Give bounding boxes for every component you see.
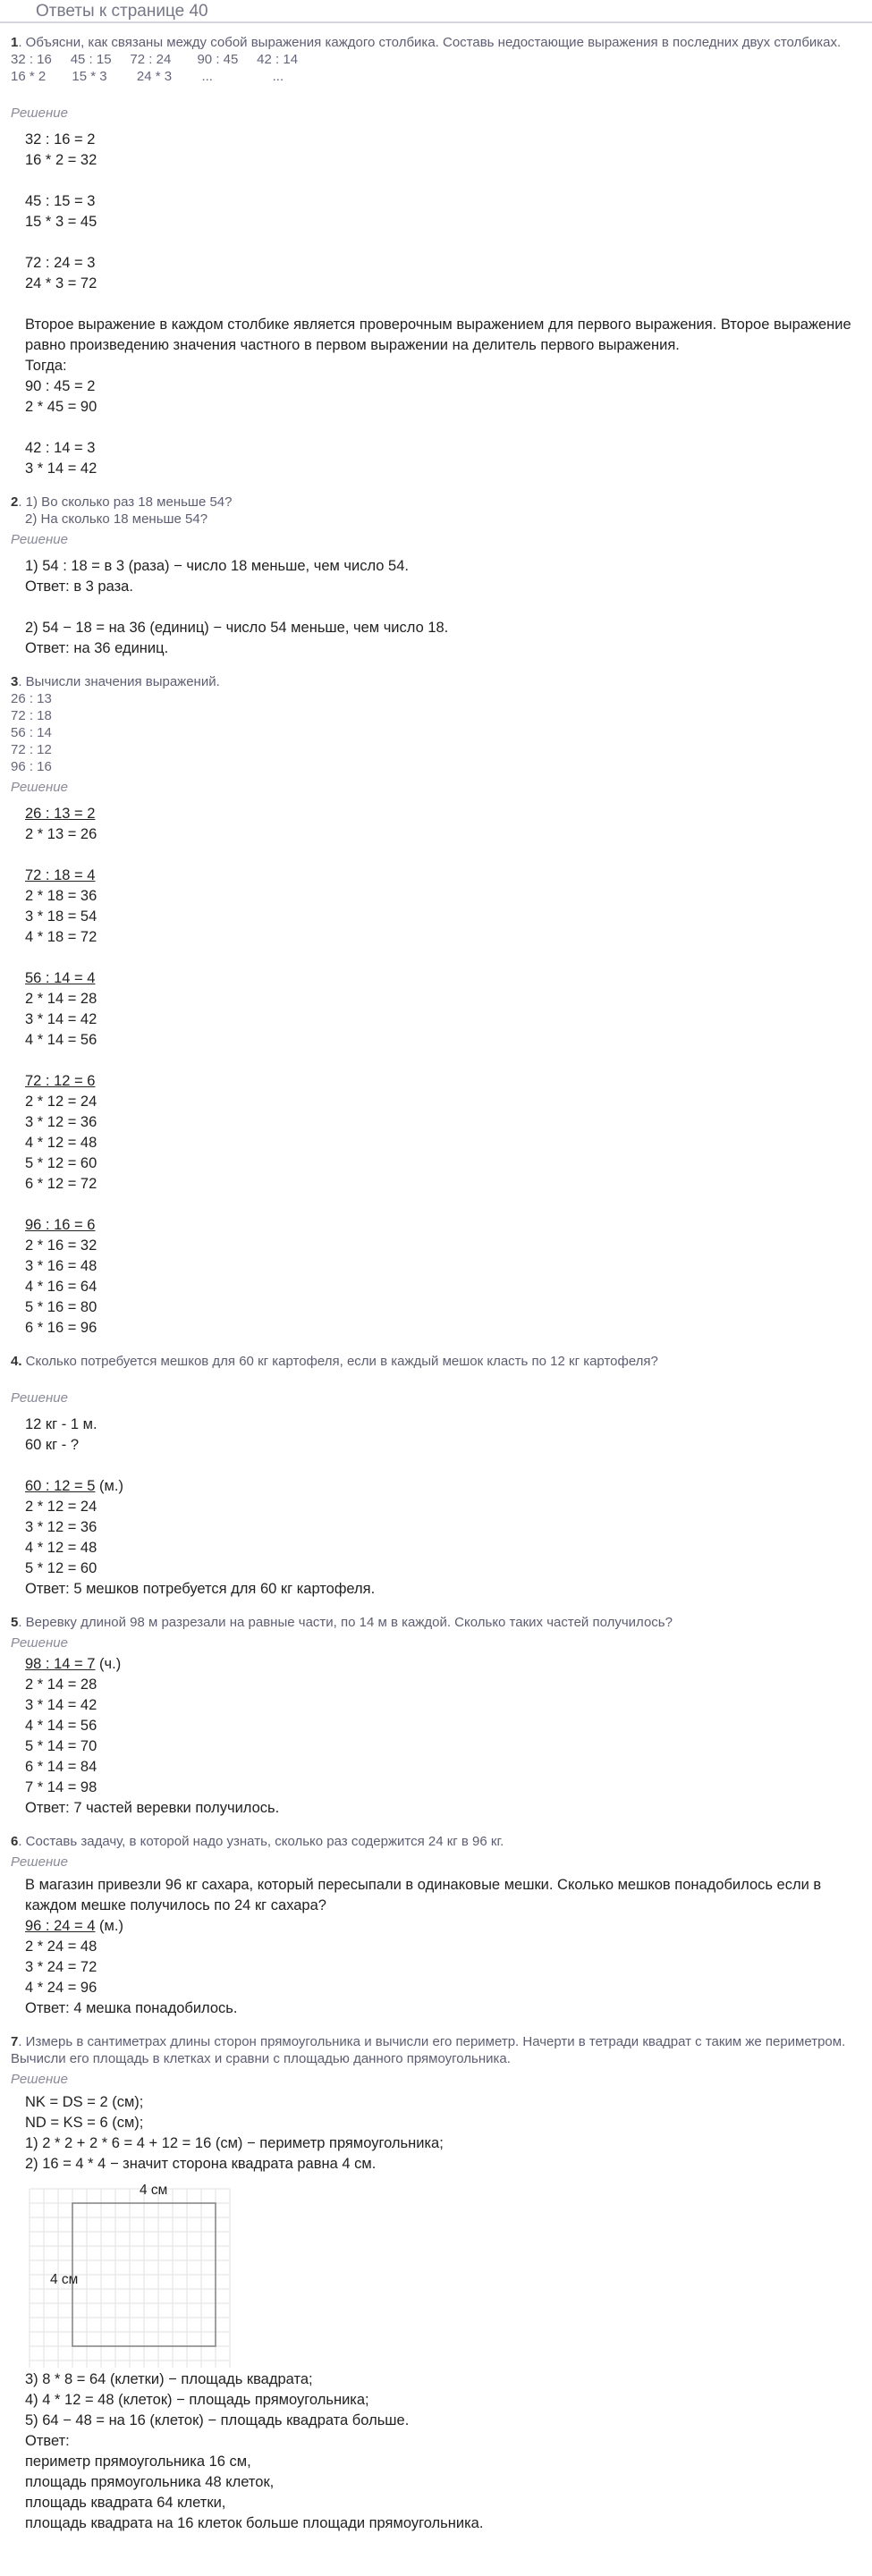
page-title: Ответы к странице 40 (36, 2, 208, 21)
solution-line: 2 * 14 = 28 (25, 1677, 97, 1693)
solution-line: Ответ: в 3 раза. (25, 579, 133, 595)
task-5-text: 5. Веревку длиной 98 м разрезали на равные части, по 14 м в каждой. Сколько таких частей получилось? (11, 1615, 673, 1630)
solution-label: Решение (11, 1854, 68, 1870)
solution-line: 24 * 3 = 72 (25, 275, 97, 291)
solution-line: 3 * 14 = 42 (25, 1011, 97, 1027)
given-expression: 96 : 16 (11, 759, 52, 774)
page-header (0, 0, 872, 23)
task-4-text: 4. Сколько потребуется мешков для 60 кг картофеля, если в каждый мешок класть по 12 кг картофеля? (11, 1354, 658, 1369)
solution-line: 1) 2 * 2 + 2 * 6 = 4 + 12 = 16 (см) − периметр прямоугольника; (25, 2135, 444, 2151)
solution-line: 45 : 15 = 3 (25, 193, 96, 209)
solution-line: 4 * 18 = 72 (25, 929, 97, 945)
solution-line: 1) 54 : 18 = в 3 (раза) − число 18 меньше, чем число 54. (25, 558, 409, 574)
solution-line: 15 * 3 = 45 (25, 214, 97, 230)
solution-line: 16 * 2 = 32 (25, 152, 97, 168)
solution-line: 5) 64 − 48 = на 16 (клеток) − площадь квадрата больше. (25, 2412, 410, 2428)
solution-line: 4) 4 * 12 = 48 (клеток) − площадь прямоугольника; (25, 2392, 369, 2408)
composed-problem: В магазин привезли 96 кг сахара, который пересыпали в одинаковые мешки. Сколько мешков понадобилось если в каждом мешке получилось по 24 кг сахара? (25, 1877, 822, 1913)
task-6-solution (11, 1875, 865, 2019)
task-7-solution (11, 2092, 865, 2534)
solution-head: 26 : 13 = 2 (25, 806, 96, 822)
solution-line: 60 кг - ? (25, 1437, 80, 1453)
given-expression: 72 : 18 (11, 708, 52, 723)
solution-line: 4 * 24 = 96 (25, 1980, 97, 1996)
task-5-solution (11, 1654, 865, 1819)
solution-label: Решение (11, 780, 68, 795)
solution-line: 12 кг - 1 м. (25, 1416, 97, 1432)
solution-label: Решение (11, 532, 68, 547)
solution-line: 3 * 16 = 48 (25, 1258, 97, 1274)
solution-line: ND = KS = 6 (см); (25, 2115, 144, 2131)
solution-explanation: Второе выражение в каждом столбике является проверочным выражением для первого выражения. Второе выражение равно произведению значения частного в первом выражении на делитель первого выражения. (25, 317, 851, 353)
solution-line: площадь квадрата 64 клетки, (25, 2495, 226, 2511)
solution-line: 3 * 12 = 36 (25, 1114, 97, 1130)
square-left-label: 4 см (50, 2272, 79, 2287)
given-expression: 72 : 12 (11, 742, 52, 757)
solution-line: 4 * 12 = 48 (25, 1135, 97, 1151)
solution-line: 2 * 14 = 28 (25, 991, 97, 1007)
solution-line: 2 * 18 = 36 (25, 888, 97, 904)
solution-answer: Ответ: 4 мешка понадобилось. (25, 2000, 238, 2016)
solution-line: 3) 8 * 8 = 64 (клетки) − площадь квадрата; (25, 2371, 313, 2387)
solution-line: 5 * 12 = 60 (25, 1560, 97, 1576)
solution-line: 2 * 45 = 90 (25, 399, 97, 415)
solution-line: площадь прямоугольника 48 клеток, (25, 2474, 275, 2490)
solution-head: 56 : 14 = 4 (25, 970, 96, 986)
task-3-solution (11, 804, 865, 1339)
solution-answer: Ответ: 7 частей веревки получилось. (25, 1800, 280, 1816)
solution-line: 3 * 12 = 36 (25, 1519, 97, 1535)
solution-line: 6 * 14 = 84 (25, 1759, 97, 1775)
solution-line: периметр прямоугольника 16 см, (25, 2454, 251, 2470)
solution-line: 6 * 16 = 96 (25, 1320, 97, 1336)
square-figure (25, 2180, 865, 2369)
solution-line: 2 * 12 = 24 (25, 1499, 97, 1515)
task-7-text: 7. Измерь в сантиметрах длины сторон прямоугольника и вычисли его периметр. Начерти в тетради квадрат с таким же периметром. Вычисли его площадь в клетках и сравни с площадью данного прямоугольника. (11, 2034, 846, 2066)
solution-label: Решение (11, 106, 68, 121)
solution-head: 72 : 18 = 4 (25, 867, 96, 883)
solution-head: 60 : 12 = 5 (м.) (25, 1478, 123, 1494)
solution-line: 3 * 24 = 72 (25, 1959, 97, 1975)
solution-line: 4 * 14 = 56 (25, 1718, 97, 1734)
solution-line: 4 * 14 = 56 (25, 1032, 97, 1048)
solution-line: Тогда: (25, 358, 67, 374)
solution-line: площадь квадрата на 16 клеток больше площади прямоугольника. (25, 2515, 484, 2531)
solution-line: 3 * 14 = 42 (25, 460, 97, 477)
given-expression: 56 : 14 (11, 725, 52, 740)
task-1-solution (11, 130, 865, 479)
solution-line: 90 : 45 = 2 (25, 378, 96, 394)
solution-line: 6 * 12 = 72 (25, 1176, 97, 1192)
task-4-solution (11, 1415, 865, 1600)
solution-line: 2 * 12 = 24 (25, 1094, 97, 1110)
solution-line: 2 * 13 = 26 (25, 826, 97, 842)
solution-line: 32 : 16 = 2 (25, 131, 96, 148)
task-4 (11, 1353, 865, 1600)
solution-line: 3 * 18 = 54 (25, 908, 97, 925)
solution-line: 42 : 14 = 3 (25, 440, 96, 456)
task-1 (11, 34, 865, 479)
solution-line: 5 * 12 = 60 (25, 1155, 97, 1171)
task-3 (11, 673, 865, 1339)
solution-answer: Ответ: 5 мешков потребуется для 60 кг картофеля. (25, 1581, 376, 1597)
solution-label: Решение (11, 1635, 68, 1651)
solution-line: 5 * 16 = 80 (25, 1299, 97, 1315)
task-7 (11, 2033, 865, 2534)
solution-line: 2) 16 = 4 * 4 − значит сторона квадрата равна 4 см. (25, 2156, 377, 2172)
solution-line: 2 * 24 = 48 (25, 1938, 97, 1955)
solution-line: 4 * 12 = 48 (25, 1540, 97, 1556)
given-expression: 26 : 13 (11, 691, 52, 706)
task-6 (11, 1833, 865, 2019)
solution-line: 7 * 14 = 98 (25, 1779, 97, 1795)
solution-head: 96 : 24 = 4 (м.) (25, 1918, 123, 1934)
task-5 (11, 1614, 865, 1819)
solution-line: Ответ: на 36 единиц. (25, 640, 169, 656)
solution-label: Решение (11, 1390, 68, 1406)
solution-line: Ответ: (25, 2433, 70, 2449)
solution-line: 4 * 16 = 64 (25, 1279, 97, 1295)
solution-head: 98 : 14 = 7 (ч.) (25, 1656, 122, 1672)
task-1-given-row-1: 32 : 16 45 : 15 72 : 24 90 : 45 42 : 14 (11, 52, 299, 67)
task-3-text: 3. Вычисли значения выражений. (11, 674, 220, 689)
solution-head: 72 : 12 = 6 (25, 1073, 96, 1089)
solution-head: 96 : 16 = 6 (25, 1217, 96, 1233)
solution-line: 72 : 24 = 3 (25, 255, 96, 271)
solution-line: NK = DS = 2 (см); (25, 2094, 144, 2110)
square-top-label: 4 см (140, 2183, 168, 2198)
solution-line: 5 * 14 = 70 (25, 1738, 97, 1754)
task-2-solution (11, 556, 865, 659)
task-2 (11, 494, 865, 659)
task-1-text: 1. Объясни, как связаны между собой выражения каждого столбика. Составь недостающие выражения в последних двух столбиках. (11, 35, 842, 50)
solution-line: 2 * 16 = 32 (25, 1237, 97, 1254)
answers-content (11, 34, 865, 2534)
solution-line: 3 * 14 = 42 (25, 1697, 97, 1713)
task-2-question-2: 2) На сколько 18 меньше 54? (25, 511, 208, 527)
solution-label: Решение (11, 2072, 68, 2087)
task-2-text: 2. 1) Во сколько раз 18 меньше 54? (11, 494, 233, 510)
task-1-given-row-2: 16 * 2 15 * 3 24 * 3 ... ... (11, 69, 284, 84)
task-6-text: 6. Составь задачу, в которой надо узнать, сколько раз содержится 24 кг в 96 кг. (11, 1834, 504, 1849)
solution-line: 2) 54 − 18 = на 36 (единиц) − число 54 меньше, чем число 18. (25, 620, 449, 636)
